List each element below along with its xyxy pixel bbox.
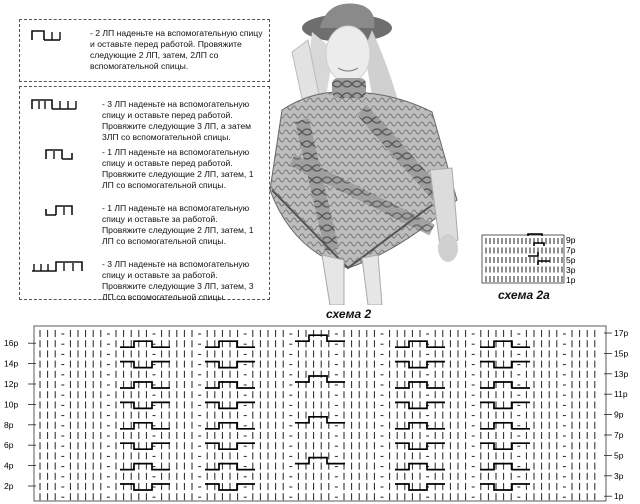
row-label-right: 9р [614, 409, 624, 420]
row-label-left: 6р [4, 440, 14, 451]
scheme-2a-title: схема 2а [498, 288, 550, 302]
cable-mark [120, 443, 170, 449]
cable-mark [534, 243, 544, 246]
scheme-2a-row-label: 3р [566, 265, 576, 275]
row-label-left: 14р [4, 358, 19, 369]
row-label-right: 5р [614, 450, 624, 461]
row-label-right: 11р [614, 389, 628, 400]
cable-mark [120, 362, 170, 368]
cable-3-over-3-back-icon [30, 259, 100, 273]
cable-mark [480, 362, 530, 368]
row-label-right: 3р [614, 470, 624, 481]
scheme-2-right-labels [604, 328, 628, 501]
cable-mark [480, 382, 530, 388]
cable-mark [120, 484, 170, 490]
scheme-2-title: схема 2 [326, 307, 372, 321]
cable-mark [480, 464, 530, 470]
row-label-right: 15р [614, 348, 629, 359]
cable-mark [480, 484, 530, 490]
legend-text-1-over-2-back: - 1 ЛП наденьте на вспомогательную спицу и оставьте за работой. Провяжите следующие 2 ЛП, затем, 1 ЛП со вспомогательной спицы. [102, 203, 254, 246]
cable-mark [120, 423, 170, 429]
legend-text-3-over-3-back: - 3 ЛП наденьте на вспомогательную спицу и оставьте за работой. Провяжите следующие 3 ЛП, затем, 3 ЛП со вспомогательной спицы. [102, 259, 254, 302]
scheme-2-frame [34, 326, 606, 501]
legend-item-1-over-2-front [20, 147, 269, 193]
scheme-2a-row-label: 7р [566, 245, 576, 255]
scheme-2a-row-label: 1р [566, 275, 576, 285]
row-label-left: 12р [4, 379, 19, 389]
legend-item-2-over-2 [20, 28, 269, 78]
legend-item-1-over-2-back [20, 203, 269, 249]
scheme-2a-row-label: 9р [566, 235, 576, 245]
cable-3-over-3-front-icon [30, 97, 100, 111]
row-label-left: 4р [4, 460, 14, 471]
legend-item-3-over-3-front [20, 97, 269, 142]
legend-item-3-over-3-back [20, 259, 269, 302]
woman-in-cable-knit-poncho-photo [252, 0, 477, 305]
cable-mark [120, 402, 170, 408]
row-label-right: 1р [614, 491, 624, 502]
scheme-2-grid [40, 330, 595, 500]
cable-mark [120, 382, 170, 388]
cable-mark [480, 443, 530, 449]
cable-mark [295, 376, 345, 382]
scheme-2a-chart [478, 233, 588, 285]
legend-box-top [19, 19, 270, 82]
scheme-2-left-labels [4, 338, 36, 491]
row-label-left: 8р [4, 419, 14, 430]
scheme-2-cables [120, 335, 530, 490]
row-label-left: 10р [4, 399, 19, 410]
cable-mark [538, 261, 550, 265]
row-label-left: 16р [4, 338, 19, 349]
cable-mark [480, 423, 530, 429]
legend-text-3-over-3-front: - 3 ЛП наденьте на вспомогательную спицу и оставьте перед работой. Провяжите следующие 3 ЛП, а затем 3ЛП со вспомогательной спицы. [102, 99, 252, 142]
legend-box-bottom [19, 86, 270, 300]
cable-mark [295, 335, 345, 341]
legend-text-2-over-2: - 2 ЛП наденьте на вспомогательную спицу и оставьте перед работой. Провяжите следующие 2 ЛП, затем, 2ЛП со вспомогательной спицы. [90, 28, 263, 71]
cable-mark [120, 464, 170, 470]
cable-mark [480, 402, 530, 408]
scheme-2-chart [0, 320, 640, 504]
cable-2-over-2-front-icon [30, 28, 84, 42]
scheme-2a-grid [486, 238, 562, 282]
scheme-2a-row-label: 5р [566, 255, 576, 265]
row-label-left: 2р [4, 481, 14, 491]
scheme-2a-cables [528, 234, 550, 265]
cable-1-over-2-front-icon [44, 147, 94, 163]
cable-mark [295, 417, 345, 423]
cable-mark [480, 341, 530, 347]
legend-text-1-over-2-front: - 1 ЛП наденьте на вспомогательную спицу и оставьте перед работой. Провяжите следующие 2 ЛП, затем, 1 ЛП со вспомогательной спицы. [102, 147, 254, 190]
row-label-right: 7р [614, 430, 624, 440]
cable-1-over-2-back-icon [44, 203, 94, 219]
cable-mark [295, 458, 345, 464]
row-label-right: 13р [614, 368, 629, 379]
row-label-right: 17р [614, 328, 629, 338]
cable-mark [120, 341, 170, 347]
